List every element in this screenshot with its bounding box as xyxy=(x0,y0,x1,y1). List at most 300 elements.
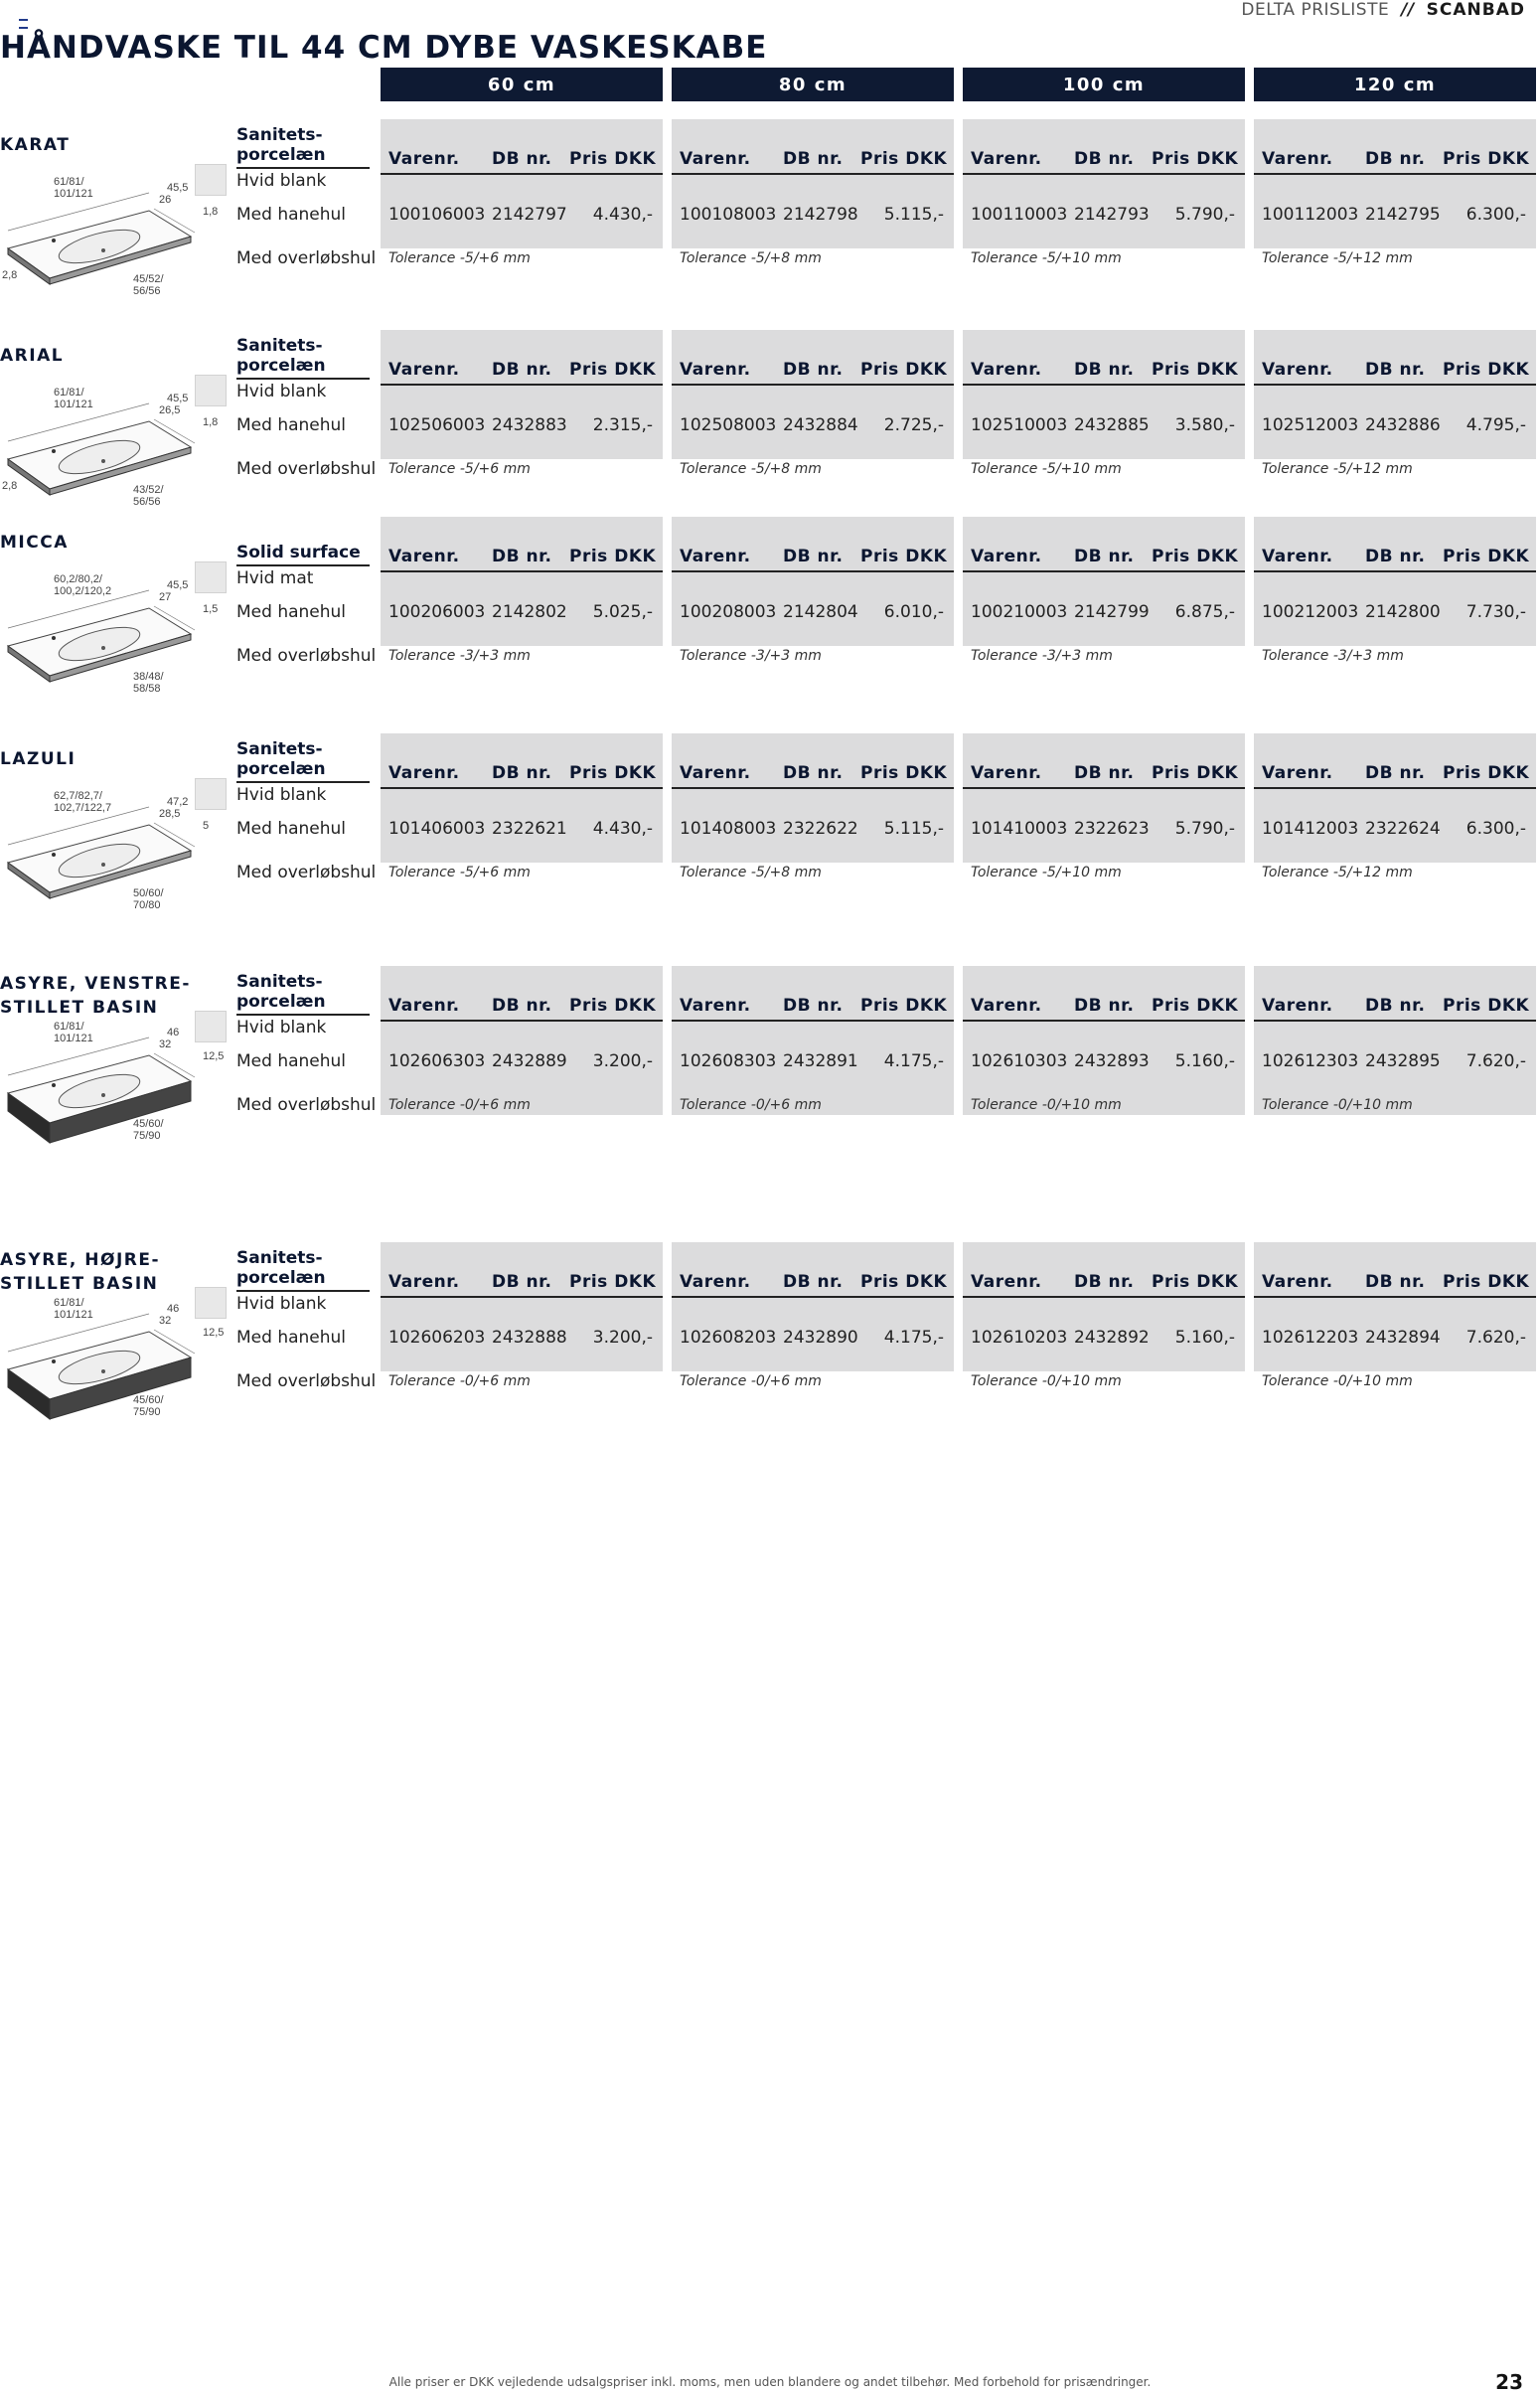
product-section xyxy=(0,733,1540,911)
size-header-120: 120 cm xyxy=(1254,68,1536,101)
dimension-label: 101/121 xyxy=(54,399,93,410)
tolerance: Tolerance -5/+8 mm xyxy=(680,865,822,880)
price: 3.200,- xyxy=(592,1328,653,1348)
basin-sketch-drawing xyxy=(0,1016,225,1145)
db-number: 2432883 xyxy=(492,415,567,435)
row-label-overlob: Med overløbshul xyxy=(236,863,377,882)
column-header-pris: Pris DKK xyxy=(1443,360,1530,380)
size-header-100: 100 cm xyxy=(963,68,1245,101)
item-number: 100106003 xyxy=(388,205,486,225)
db-number: 2142802 xyxy=(492,602,567,622)
column-header-varenr: Varenr. xyxy=(1262,1272,1333,1292)
basin-sketch-drawing xyxy=(0,382,219,511)
dimension-label: 5 xyxy=(203,820,210,832)
price: 4.175,- xyxy=(883,1051,944,1071)
material-header: Sanitets- porcelæn xyxy=(236,739,370,783)
product-section xyxy=(0,119,1540,297)
column-header-varenr: Varenr. xyxy=(1262,996,1333,1016)
column-header-db: DB nr. xyxy=(783,547,844,566)
dimension-label: 45/52/ xyxy=(133,273,164,285)
column-header-pris: Pris DKK xyxy=(860,763,948,783)
column-header-varenr: Varenr. xyxy=(388,360,460,380)
item-number: 102608303 xyxy=(680,1051,777,1071)
row-label-hanehul: Med hanehul xyxy=(236,1328,347,1348)
dimension-label: 45,5 xyxy=(167,182,189,194)
price-block xyxy=(1254,517,1536,664)
column-header-varenr: Varenr. xyxy=(680,763,751,783)
item-number: 100210003 xyxy=(971,602,1068,622)
dimension-label: 50/60/ xyxy=(133,887,164,899)
column-header-db: DB nr. xyxy=(1074,1272,1135,1292)
dimension-label: 101/121 xyxy=(54,188,93,200)
price: 6.875,- xyxy=(1174,602,1235,622)
column-header-varenr: Varenr. xyxy=(388,996,460,1016)
price-block xyxy=(1254,966,1536,1115)
dimension-label: 47,2 xyxy=(167,796,189,808)
finish-label: Hvid blank xyxy=(236,1294,327,1314)
material-header: Sanitets- porcelæn xyxy=(236,336,370,380)
column-header-pris: Pris DKK xyxy=(1443,763,1530,783)
db-number: 2142793 xyxy=(1074,205,1150,225)
dimension-label: 32 xyxy=(159,1038,172,1050)
color-swatch xyxy=(195,1011,227,1042)
db-number: 2322623 xyxy=(1074,819,1150,839)
row-label-hanehul: Med hanehul xyxy=(236,205,347,225)
dimension-label: 45/60/ xyxy=(133,1394,164,1406)
price-block xyxy=(963,119,1245,266)
column-header-varenr: Varenr. xyxy=(971,996,1042,1016)
column-headers xyxy=(1254,1272,1536,1298)
dimension-label: 61/81/ xyxy=(54,176,84,188)
column-header-db: DB nr. xyxy=(783,1272,844,1292)
tolerance: Tolerance -0/+10 mm xyxy=(1262,1373,1413,1389)
column-header-varenr: Varenr. xyxy=(680,149,751,169)
column-headers xyxy=(1254,149,1536,175)
column-header-pris: Pris DKK xyxy=(1152,1272,1239,1292)
row-label-overlob: Med overløbshul xyxy=(236,1095,377,1115)
row-label-overlob: Med overløbshul xyxy=(236,1371,377,1391)
column-headers xyxy=(963,149,1245,175)
column-header-db: DB nr. xyxy=(492,996,552,1016)
basin-sketch-drawing xyxy=(0,568,219,698)
price-block xyxy=(1254,1242,1536,1389)
price: 4.795,- xyxy=(1465,415,1526,435)
column-header-varenr: Varenr. xyxy=(388,547,460,566)
tolerance: Tolerance -0/+10 mm xyxy=(1262,1097,1413,1113)
row-label-hanehul: Med hanehul xyxy=(236,602,347,622)
item-number: 102608203 xyxy=(680,1328,777,1348)
price-block xyxy=(1254,119,1536,266)
product-name-line: ASYRE, HØJRE- xyxy=(0,1250,161,1270)
tolerance: Tolerance -0/+10 mm xyxy=(971,1373,1122,1389)
db-number: 2432884 xyxy=(783,415,858,435)
tolerance: Tolerance -5/+12 mm xyxy=(1262,250,1413,266)
tolerance: Tolerance -3/+3 mm xyxy=(1262,648,1404,664)
item-number: 102606203 xyxy=(388,1328,486,1348)
basin-sketch xyxy=(0,785,210,914)
dimension-label: 2,8 xyxy=(2,269,18,281)
price-block xyxy=(381,733,663,880)
db-number: 2322622 xyxy=(783,819,858,839)
column-headers xyxy=(381,1272,663,1298)
column-headers xyxy=(672,547,954,572)
item-number: 100208003 xyxy=(680,602,777,622)
item-number: 102610303 xyxy=(971,1051,1068,1071)
price: 4.175,- xyxy=(883,1328,944,1348)
column-headers xyxy=(672,360,954,386)
product-name-line: MICCA xyxy=(0,533,69,553)
column-headers xyxy=(1254,360,1536,386)
dimension-label: 46 xyxy=(167,1027,180,1038)
column-headers xyxy=(963,996,1245,1022)
item-number: 102506003 xyxy=(388,415,486,435)
dimension-label: 12,5 xyxy=(203,1050,225,1062)
top-bar xyxy=(0,0,1540,22)
column-headers xyxy=(1254,547,1536,572)
finish-label: Hvid blank xyxy=(236,382,327,401)
item-number: 102612303 xyxy=(1262,1051,1359,1071)
column-header-db: DB nr. xyxy=(783,763,844,783)
item-number: 100212003 xyxy=(1262,602,1359,622)
db-number: 2142800 xyxy=(1365,602,1441,622)
column-header-pris: Pris DKK xyxy=(860,360,948,380)
db-number: 2432894 xyxy=(1365,1328,1441,1348)
row-label-overlob: Med overløbshul xyxy=(236,248,377,268)
tolerance: Tolerance -5/+6 mm xyxy=(388,865,531,880)
item-number: 101406003 xyxy=(388,819,486,839)
price: 3.580,- xyxy=(1174,415,1235,435)
basin-sketch-drawing xyxy=(0,171,219,300)
price: 7.730,- xyxy=(1465,602,1526,622)
dimension-label: 32 xyxy=(159,1315,172,1327)
column-headers xyxy=(963,763,1245,789)
tolerance: Tolerance -0/+10 mm xyxy=(971,1097,1122,1113)
column-header-pris: Pris DKK xyxy=(1443,149,1530,169)
column-header-pris: Pris DKK xyxy=(569,763,657,783)
column-header-db: DB nr. xyxy=(492,763,552,783)
db-number: 2142797 xyxy=(492,205,567,225)
column-header-varenr: Varenr. xyxy=(1262,149,1333,169)
tolerance: Tolerance -5/+8 mm xyxy=(680,250,822,266)
product-name-line: LAZULI xyxy=(0,749,77,769)
dimension-label: 61/81/ xyxy=(54,1021,84,1033)
column-headers xyxy=(381,149,663,175)
item-number: 100112003 xyxy=(1262,205,1359,225)
column-header-varenr: Varenr. xyxy=(388,763,460,783)
price-block xyxy=(1254,733,1536,880)
column-headers xyxy=(381,547,663,572)
column-headers xyxy=(672,996,954,1022)
product-name xyxy=(0,747,76,771)
db-number: 2142804 xyxy=(783,602,858,622)
price-block xyxy=(672,517,954,664)
column-header-db: DB nr. xyxy=(1365,547,1426,566)
column-header-pris: Pris DKK xyxy=(860,149,948,169)
column-header-db: DB nr. xyxy=(492,547,552,566)
dimension-label: 45,5 xyxy=(167,393,189,404)
column-headers xyxy=(672,763,954,789)
price: 5.115,- xyxy=(883,819,944,839)
column-header-pris: Pris DKK xyxy=(1443,547,1530,566)
catalog-name: DELTA PRISLISTE xyxy=(1241,0,1390,20)
db-number: 2142798 xyxy=(783,205,858,225)
price-block xyxy=(963,733,1245,880)
db-number: 2432888 xyxy=(492,1328,567,1348)
dimension-label: 75/90 xyxy=(133,1406,161,1418)
price-block xyxy=(672,966,954,1115)
dimension-label: 60,2/80,2/ xyxy=(54,573,102,585)
column-headers xyxy=(963,360,1245,386)
basin-sketch-drawing xyxy=(0,1292,225,1421)
column-header-varenr: Varenr. xyxy=(971,763,1042,783)
item-number: 100206003 xyxy=(388,602,486,622)
column-header-db: DB nr. xyxy=(1074,360,1135,380)
tolerance: Tolerance -0/+6 mm xyxy=(388,1097,531,1113)
price-block xyxy=(672,119,954,266)
price-block xyxy=(963,966,1245,1115)
dimension-label: 100,2/120,2 xyxy=(54,585,112,597)
item-number: 102508003 xyxy=(680,415,777,435)
column-header-pris: Pris DKK xyxy=(1152,996,1239,1016)
column-header-db: DB nr. xyxy=(1365,149,1426,169)
color-swatch xyxy=(195,164,227,196)
dimension-label: 62,7/82,7/ xyxy=(54,790,102,802)
column-header-pris: Pris DKK xyxy=(1152,149,1239,169)
column-header-pris: Pris DKK xyxy=(1443,1272,1530,1292)
color-swatch xyxy=(195,778,227,810)
basin-sketch-drawing xyxy=(0,785,210,914)
db-number: 2142799 xyxy=(1074,602,1150,622)
price-block xyxy=(381,330,663,477)
dimension-label: 56/56 xyxy=(133,496,161,508)
column-header-pris: Pris DKK xyxy=(1152,360,1239,380)
column-header-pris: Pris DKK xyxy=(1152,763,1239,783)
color-swatch xyxy=(195,375,227,406)
column-header-pris: Pris DKK xyxy=(860,1272,948,1292)
tolerance: Tolerance -5/+10 mm xyxy=(971,865,1122,880)
tolerance: Tolerance -5/+6 mm xyxy=(388,461,531,477)
dimension-label: 102,7/122,7 xyxy=(54,802,112,814)
db-number: 2432892 xyxy=(1074,1328,1150,1348)
dimension-label: 46 xyxy=(167,1303,180,1315)
tolerance: Tolerance -5/+10 mm xyxy=(971,461,1122,477)
color-swatch xyxy=(195,561,227,593)
db-number: 2142795 xyxy=(1365,205,1441,225)
material-header: Sanitets- porcelæn xyxy=(236,125,370,169)
item-number: 102606303 xyxy=(388,1051,486,1071)
column-header-db: DB nr. xyxy=(1365,996,1426,1016)
db-number: 2322621 xyxy=(492,819,567,839)
column-header-db: DB nr. xyxy=(783,360,844,380)
tolerance: Tolerance -0/+6 mm xyxy=(680,1097,822,1113)
finish-label: Hvid blank xyxy=(236,171,327,191)
price: 5.025,- xyxy=(592,602,653,622)
column-header-db: DB nr. xyxy=(783,996,844,1016)
product-section xyxy=(0,517,1540,695)
db-number: 2322624 xyxy=(1365,819,1441,839)
column-header-pris: Pris DKK xyxy=(569,547,657,566)
column-header-varenr: Varenr. xyxy=(388,149,460,169)
column-header-varenr: Varenr. xyxy=(971,149,1042,169)
product-section xyxy=(0,966,1540,1142)
dimension-label: 75/90 xyxy=(133,1130,161,1142)
finish-label: Hvid blank xyxy=(236,785,327,805)
column-headers xyxy=(381,996,663,1022)
price-block xyxy=(381,517,663,664)
row-label-hanehul: Med hanehul xyxy=(236,1051,347,1071)
db-number: 2432890 xyxy=(783,1328,858,1348)
column-header-pris: Pris DKK xyxy=(569,996,657,1016)
product-name-line: STILLET BASIN xyxy=(0,998,159,1018)
basin-sketch xyxy=(0,1292,225,1421)
db-number: 2432893 xyxy=(1074,1051,1150,1071)
item-number: 102510003 xyxy=(971,415,1068,435)
column-header-db: DB nr. xyxy=(1074,763,1135,783)
dimension-label: 27 xyxy=(159,591,172,603)
db-number: 2432886 xyxy=(1365,415,1441,435)
header-separator: // xyxy=(1401,0,1415,20)
item-number: 101412003 xyxy=(1262,819,1359,839)
column-header-db: DB nr. xyxy=(1365,763,1426,783)
size-header-60: 60 cm xyxy=(381,68,663,101)
brand-name: SCANBAD xyxy=(1426,0,1525,20)
column-headers xyxy=(963,547,1245,572)
column-header-varenr: Varenr. xyxy=(971,1272,1042,1292)
price-block xyxy=(1254,330,1536,477)
dimension-label: 38/48/ xyxy=(133,671,164,683)
column-headers xyxy=(381,360,663,386)
tolerance: Tolerance -5/+8 mm xyxy=(680,461,822,477)
column-header-db: DB nr. xyxy=(492,360,552,380)
price: 2.725,- xyxy=(883,415,944,435)
price: 4.430,- xyxy=(592,819,653,839)
column-header-varenr: Varenr. xyxy=(971,547,1042,566)
tolerance: Tolerance -5/+10 mm xyxy=(971,250,1122,266)
dimension-label: 12,5 xyxy=(203,1327,225,1339)
column-header-varenr: Varenr. xyxy=(680,547,751,566)
price: 7.620,- xyxy=(1465,1051,1526,1071)
column-header-varenr: Varenr. xyxy=(1262,547,1333,566)
item-number: 101410003 xyxy=(971,819,1068,839)
dimension-label: 58/58 xyxy=(133,683,161,695)
color-swatch xyxy=(195,1287,227,1319)
product-name xyxy=(0,133,70,157)
dimension-label: 26,5 xyxy=(159,404,181,416)
page-number: 23 xyxy=(1495,2370,1523,2394)
column-header-pris: Pris DKK xyxy=(569,1272,657,1292)
tolerance: Tolerance -0/+6 mm xyxy=(680,1373,822,1389)
row-label-hanehul: Med hanehul xyxy=(236,415,347,435)
price-block xyxy=(672,733,954,880)
dimension-label: 43/52/ xyxy=(133,484,164,496)
column-header-pris: Pris DKK xyxy=(569,149,657,169)
price-block xyxy=(963,517,1245,664)
product-name-line: KARAT xyxy=(0,135,71,155)
column-header-pris: Pris DKK xyxy=(1152,547,1239,566)
price-block xyxy=(381,1242,663,1389)
item-number: 100110003 xyxy=(971,205,1068,225)
basin-sketch xyxy=(0,1016,225,1145)
dimension-label: 70/80 xyxy=(133,899,161,911)
dimension-label: 45,5 xyxy=(167,579,189,591)
price: 7.620,- xyxy=(1465,1328,1526,1348)
price-block xyxy=(672,330,954,477)
column-header-db: DB nr. xyxy=(492,149,552,169)
basin-sketch xyxy=(0,382,219,511)
column-headers xyxy=(672,1272,954,1298)
dimension-label: 101/121 xyxy=(54,1309,93,1321)
price: 5.115,- xyxy=(883,205,944,225)
column-header-pris: Pris DKK xyxy=(860,996,948,1016)
price: 6.010,- xyxy=(883,602,944,622)
tolerance: Tolerance -3/+3 mm xyxy=(971,648,1113,664)
basin-sketch xyxy=(0,568,219,698)
column-headers xyxy=(672,149,954,175)
column-header-varenr: Varenr. xyxy=(1262,360,1333,380)
column-header-varenr: Varenr. xyxy=(680,360,751,380)
item-number: 102610203 xyxy=(971,1328,1068,1348)
column-header-varenr: Varenr. xyxy=(388,1272,460,1292)
material-header: Solid surface xyxy=(236,543,370,566)
dimension-label: 45/60/ xyxy=(133,1118,164,1130)
tolerance: Tolerance -3/+3 mm xyxy=(388,648,531,664)
dimension-label: 1,5 xyxy=(203,603,219,615)
product-name-line: ARIAL xyxy=(0,346,65,366)
price-block xyxy=(381,119,663,266)
price: 5.790,- xyxy=(1174,819,1235,839)
column-header-db: DB nr. xyxy=(1365,1272,1426,1292)
column-header-pris: Pris DKK xyxy=(860,547,948,566)
column-header-varenr: Varenr. xyxy=(680,996,751,1016)
item-number: 102512003 xyxy=(1262,415,1359,435)
page-header xyxy=(1241,0,1525,20)
product-name xyxy=(0,531,69,555)
dimension-label: 28,5 xyxy=(159,808,181,820)
db-number: 2432895 xyxy=(1365,1051,1441,1071)
material-header: Sanitets- porcelæn xyxy=(236,1248,370,1292)
row-label-overlob: Med overløbshul xyxy=(236,646,377,666)
row-label-hanehul: Med hanehul xyxy=(236,819,347,839)
price: 5.790,- xyxy=(1174,205,1235,225)
row-label-overlob: Med overløbshul xyxy=(236,459,377,479)
column-header-varenr: Varenr. xyxy=(1262,763,1333,783)
column-headers xyxy=(1254,763,1536,789)
column-header-varenr: Varenr. xyxy=(971,360,1042,380)
price: 6.300,- xyxy=(1465,205,1526,225)
product-name-line: ASYRE, VENSTRE- xyxy=(0,974,191,994)
finish-label: Hvid mat xyxy=(236,568,314,588)
price: 5.160,- xyxy=(1174,1328,1235,1348)
column-header-pris: Pris DKK xyxy=(569,360,657,380)
column-header-varenr: Varenr. xyxy=(680,1272,751,1292)
column-header-db: DB nr. xyxy=(1074,547,1135,566)
price: 4.430,- xyxy=(592,205,653,225)
price: 3.200,- xyxy=(592,1051,653,1071)
product-section xyxy=(0,1242,1540,1418)
material-header: Sanitets- porcelæn xyxy=(236,972,370,1016)
item-number: 100108003 xyxy=(680,205,777,225)
product-name xyxy=(0,972,191,1020)
price: 2.315,- xyxy=(592,415,653,435)
item-number: 102612203 xyxy=(1262,1328,1359,1348)
tolerance: Tolerance -0/+6 mm xyxy=(388,1373,531,1389)
dimension-label: 56/56 xyxy=(133,285,161,297)
dimension-label: 1,8 xyxy=(203,416,219,428)
dimension-label: 61/81/ xyxy=(54,1297,84,1309)
db-number: 2432885 xyxy=(1074,415,1150,435)
logo-mark-icon xyxy=(19,19,28,29)
price-block xyxy=(963,330,1245,477)
